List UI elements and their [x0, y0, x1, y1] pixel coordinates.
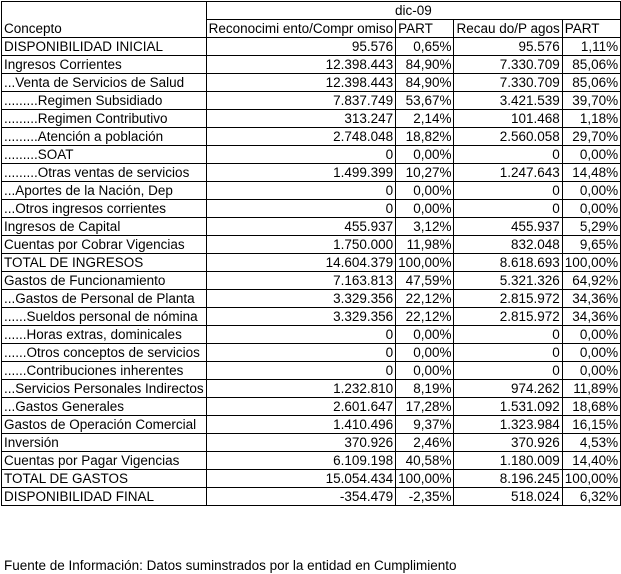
- table-row: [2, 452, 621, 470]
- row-part-2: 11,89%: [562, 380, 620, 398]
- row-concept: Gastos de Funcionamiento: [2, 272, 207, 290]
- table-row: [2, 92, 621, 110]
- table-row: [2, 74, 621, 92]
- row-reconocimiento: 1.410.496: [206, 416, 396, 434]
- row-part-1: 47,59%: [396, 272, 454, 290]
- row-part-2: 14,48%: [562, 164, 620, 182]
- table-row: [2, 272, 621, 290]
- row-part-2: 0,00%: [562, 182, 620, 200]
- row-part-1: 18,82%: [396, 128, 454, 146]
- row-part-1: 0,00%: [396, 146, 454, 164]
- row-reconocimiento: 1.499.399: [206, 164, 396, 182]
- row-part-2: 1,11%: [562, 38, 620, 56]
- row-part-1: 53,67%: [396, 92, 454, 110]
- row-reconocimiento: 0: [206, 362, 396, 380]
- row-recaudo: 1.180.009: [454, 452, 562, 470]
- row-concept: .........Regimen Subsidiado: [2, 92, 207, 110]
- row-recaudo: 7.330.709: [454, 56, 562, 74]
- row-recaudo: 455.937: [454, 218, 562, 236]
- row-part-2: 0,00%: [562, 362, 620, 380]
- row-recaudo: 0: [454, 326, 562, 344]
- row-part-1: 100,00%: [396, 254, 454, 272]
- row-part-2: 64,92%: [562, 272, 620, 290]
- row-recaudo: 5.321.326: [454, 272, 562, 290]
- row-part-1: 22,12%: [396, 308, 454, 326]
- row-part-2: 5,29%: [562, 218, 620, 236]
- row-reconocimiento: 15.054.434: [206, 470, 396, 488]
- header-part-2: PART: [562, 20, 620, 38]
- table-row: [2, 344, 621, 362]
- row-concept: Ingresos Corrientes: [2, 56, 207, 74]
- header-reconocimiento: Reconocimi ento/Compr omiso: [206, 20, 396, 38]
- row-part-1: 0,65%: [396, 38, 454, 56]
- row-part-2: 6,32%: [562, 488, 620, 506]
- row-concept: Cuentas por Pagar Vigencias: [2, 452, 207, 470]
- row-recaudo: 2.815.972: [454, 308, 562, 326]
- row-part-1: 8,19%: [396, 380, 454, 398]
- row-part-2: 0,00%: [562, 344, 620, 362]
- row-part-2: 0,00%: [562, 326, 620, 344]
- row-concept: DISPONIBILIDAD FINAL: [2, 488, 207, 506]
- row-recaudo: 0: [454, 182, 562, 200]
- row-recaudo: 7.330.709: [454, 74, 562, 92]
- row-concept: ...Aportes de la Nación, Dep: [2, 182, 207, 200]
- row-part-2: 100,00%: [562, 470, 620, 488]
- row-reconocimiento: -354.479: [206, 488, 396, 506]
- row-part-1: 11,98%: [396, 236, 454, 254]
- row-part-1: 0,00%: [396, 344, 454, 362]
- budget-table: [1, 1, 621, 506]
- row-part-2: 39,70%: [562, 92, 620, 110]
- row-concept: .........Otras ventas de servicios: [2, 164, 207, 182]
- row-part-1: 2,46%: [396, 434, 454, 452]
- row-recaudo: 832.048: [454, 236, 562, 254]
- row-concept: Cuentas por Cobrar Vigencias: [2, 236, 207, 254]
- row-part-1: 3,12%: [396, 218, 454, 236]
- row-reconocimiento: 12.398.443: [206, 74, 396, 92]
- row-part-1: 84,90%: [396, 56, 454, 74]
- footnote: Fuente de Información: Datos suminstrados por la entidad en Cumplimiento: [4, 558, 457, 573]
- row-recaudo: 3.421.539: [454, 92, 562, 110]
- row-concept: ......Horas extras, dominicales: [2, 326, 207, 344]
- row-concept: Ingresos de Capital: [2, 218, 207, 236]
- row-part-1: 9,37%: [396, 416, 454, 434]
- row-reconocimiento: 370.926: [206, 434, 396, 452]
- row-reconocimiento: 6.109.198: [206, 452, 396, 470]
- row-concept: ...Otros ingresos corrientes: [2, 200, 207, 218]
- row-recaudo: 974.262: [454, 380, 562, 398]
- row-reconocimiento: 455.937: [206, 218, 396, 236]
- row-part-1: 22,12%: [396, 290, 454, 308]
- header-concept: Concepto: [2, 2, 207, 38]
- row-reconocimiento: 1.232.810: [206, 380, 396, 398]
- table-row: [2, 488, 621, 506]
- row-recaudo: 518.024: [454, 488, 562, 506]
- row-concept: TOTAL DE INGRESOS: [2, 254, 207, 272]
- row-part-2: 0,00%: [562, 146, 620, 164]
- row-reconocimiento: 313.247: [206, 110, 396, 128]
- row-concept: ...Servicios Personales Indirectos: [2, 380, 207, 398]
- table-row: [2, 290, 621, 308]
- row-reconocimiento: 7.163.813: [206, 272, 396, 290]
- row-part-1: 40,58%: [396, 452, 454, 470]
- table-row: [2, 308, 621, 326]
- row-reconocimiento: 3.329.356: [206, 290, 396, 308]
- row-reconocimiento: 2.601.647: [206, 398, 396, 416]
- row-recaudo: 1.531.092: [454, 398, 562, 416]
- row-part-1: 10,27%: [396, 164, 454, 182]
- table-row: [2, 326, 621, 344]
- table-row: [2, 398, 621, 416]
- table-row: [2, 380, 621, 398]
- header-part-1: PART: [396, 20, 454, 38]
- header-row-period: [2, 2, 621, 20]
- table-row: [2, 56, 621, 74]
- row-part-2: 14,40%: [562, 452, 620, 470]
- row-part-2: 85,06%: [562, 74, 620, 92]
- row-part-2: 29,70%: [562, 128, 620, 146]
- table-row: [2, 236, 621, 254]
- row-reconocimiento: 12.398.443: [206, 56, 396, 74]
- row-reconocimiento: 95.576: [206, 38, 396, 56]
- row-concept: TOTAL DE GASTOS: [2, 470, 207, 488]
- row-part-1: 0,00%: [396, 200, 454, 218]
- row-part-2: 85,06%: [562, 56, 620, 74]
- row-recaudo: 1.323.984: [454, 416, 562, 434]
- row-concept: ...Gastos Generales: [2, 398, 207, 416]
- table-row: [2, 200, 621, 218]
- row-recaudo: 2.815.972: [454, 290, 562, 308]
- row-concept: ......Otros conceptos de servicios: [2, 344, 207, 362]
- row-concept: ......Contribuciones inherentes: [2, 362, 207, 380]
- row-concept: ...Venta de Servicios de Salud: [2, 74, 207, 92]
- row-reconocimiento: 0: [206, 200, 396, 218]
- row-recaudo: 370.926: [454, 434, 562, 452]
- row-recaudo: 0: [454, 146, 562, 164]
- row-part-1: 84,90%: [396, 74, 454, 92]
- row-concept: .........SOAT: [2, 146, 207, 164]
- row-concept: Inversión: [2, 434, 207, 452]
- row-recaudo: 101.468: [454, 110, 562, 128]
- row-part-2: 34,36%: [562, 290, 620, 308]
- row-recaudo: 0: [454, 200, 562, 218]
- row-reconocimiento: 0: [206, 146, 396, 164]
- row-recaudo: 95.576: [454, 38, 562, 56]
- table-row: [2, 218, 621, 236]
- row-reconocimiento: 2.748.048: [206, 128, 396, 146]
- table-row: [2, 38, 621, 56]
- row-part-2: 16,15%: [562, 416, 620, 434]
- row-concept: ...Gastos de Personal de Planta: [2, 290, 207, 308]
- table-row: [2, 182, 621, 200]
- row-recaudo: 0: [454, 344, 562, 362]
- row-part-1: 17,28%: [396, 398, 454, 416]
- row-part-2: 9,65%: [562, 236, 620, 254]
- table-row: [2, 416, 621, 434]
- row-part-1: -2,35%: [396, 488, 454, 506]
- row-reconocimiento: 0: [206, 326, 396, 344]
- table-row: [2, 110, 621, 128]
- table-row: [2, 146, 621, 164]
- table-row: [2, 164, 621, 182]
- row-part-1: 100,00%: [396, 470, 454, 488]
- row-concept: .........Atención a población: [2, 128, 207, 146]
- table-row: [2, 470, 621, 488]
- row-part-2: 100,00%: [562, 254, 620, 272]
- row-part-2: 4,53%: [562, 434, 620, 452]
- header-recaudo: Recau do/P agos: [454, 20, 562, 38]
- row-part-1: 2,14%: [396, 110, 454, 128]
- row-reconocimiento: 7.837.749: [206, 92, 396, 110]
- row-recaudo: 8.618.693: [454, 254, 562, 272]
- row-reconocimiento: 1.750.000: [206, 236, 396, 254]
- row-recaudo: 2.560.058: [454, 128, 562, 146]
- row-part-2: 18,68%: [562, 398, 620, 416]
- row-concept: ......Sueldos personal de nómina: [2, 308, 207, 326]
- row-reconocimiento: 3.329.356: [206, 308, 396, 326]
- row-part-1: 0,00%: [396, 326, 454, 344]
- row-part-2: 34,36%: [562, 308, 620, 326]
- table-row: [2, 434, 621, 452]
- header-period: dic-09: [206, 2, 621, 20]
- row-reconocimiento: 0: [206, 182, 396, 200]
- row-concept: DISPONIBILIDAD INICIAL: [2, 38, 207, 56]
- table-row: [2, 362, 621, 380]
- row-concept: .........Regimen Contributivo: [2, 110, 207, 128]
- row-part-1: 0,00%: [396, 362, 454, 380]
- row-concept: Gastos de Operación Comercial: [2, 416, 207, 434]
- row-reconocimiento: 14.604.379: [206, 254, 396, 272]
- table-row: [2, 128, 621, 146]
- row-recaudo: 0: [454, 362, 562, 380]
- row-part-2: 0,00%: [562, 200, 620, 218]
- row-reconocimiento: 0: [206, 344, 396, 362]
- row-part-1: 0,00%: [396, 182, 454, 200]
- row-recaudo: 8.196.245: [454, 470, 562, 488]
- table-row: [2, 254, 621, 272]
- row-part-2: 1,18%: [562, 110, 620, 128]
- row-recaudo: 1.247.643: [454, 164, 562, 182]
